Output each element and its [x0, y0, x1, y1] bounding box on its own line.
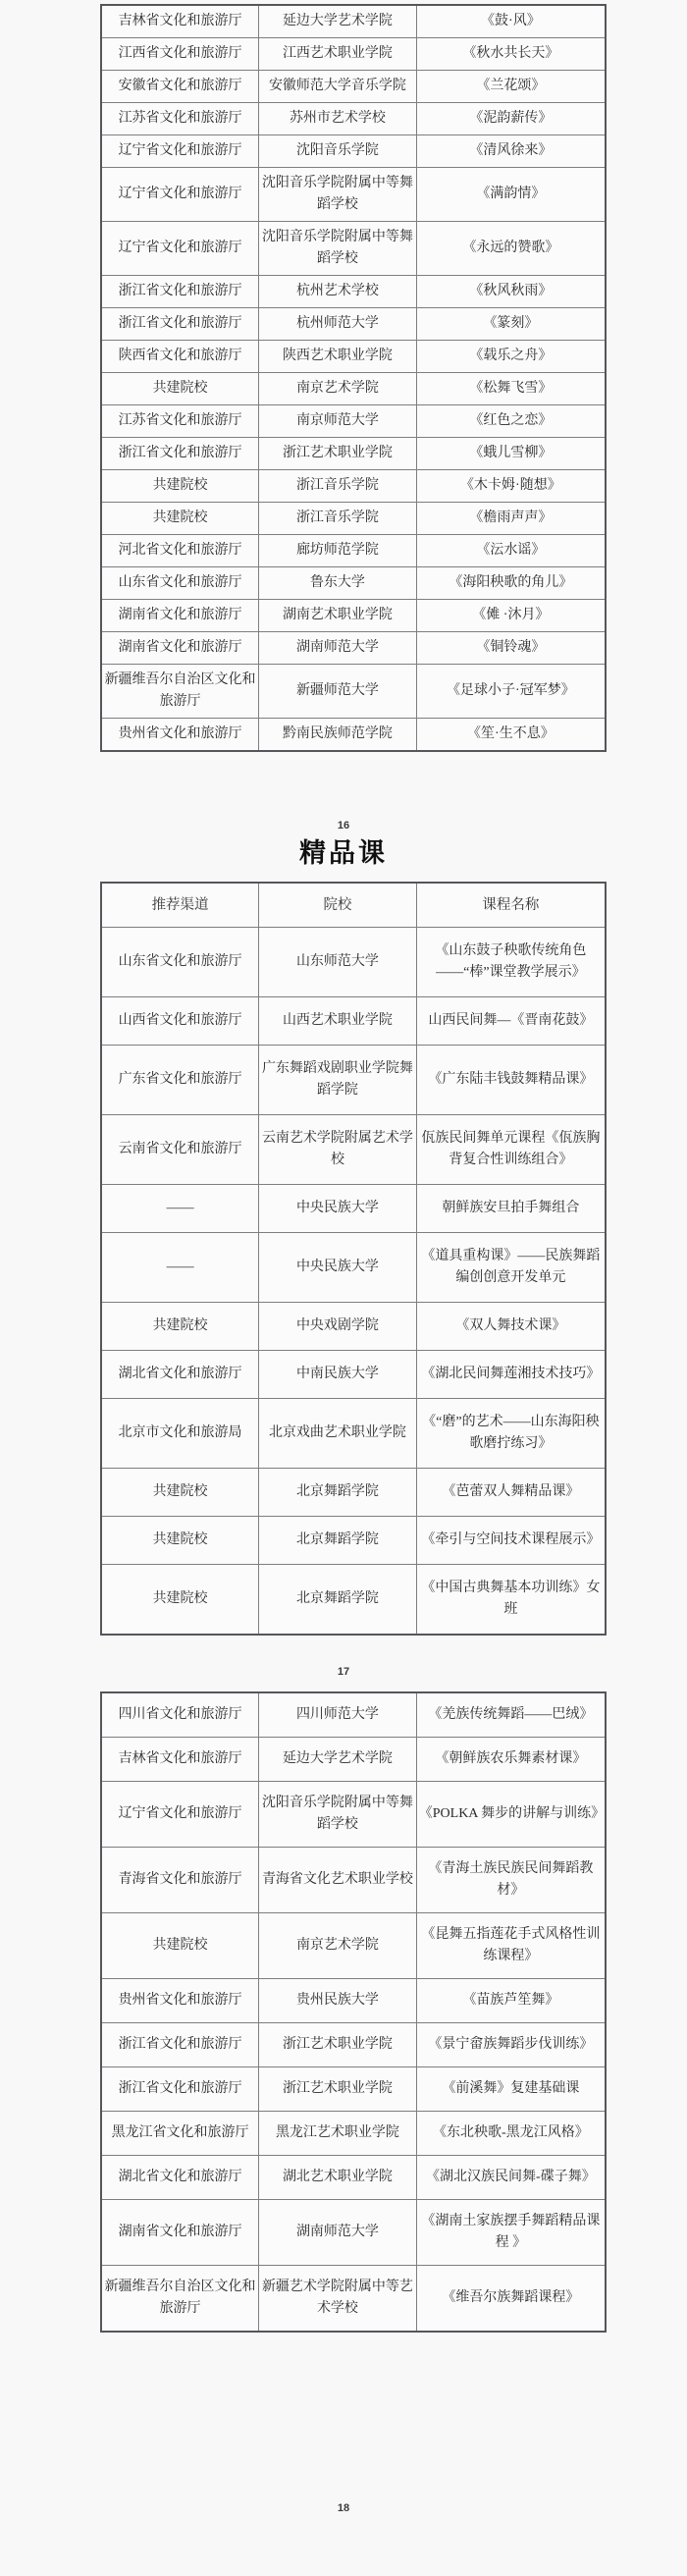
- cell-course: 《木卡姆·随想》: [416, 470, 606, 503]
- cell-institution: 浙江音乐学院: [259, 470, 417, 503]
- cell-institution: 黔南民族师范学院: [259, 719, 417, 752]
- table-row: [101, 1351, 606, 1399]
- table-row: [101, 1565, 606, 1636]
- cell-channel: 浙江省文化和旅游厅: [101, 2067, 259, 2112]
- cell-institution: 北京舞蹈学院: [259, 1565, 417, 1636]
- table-row: [101, 1185, 606, 1233]
- cell-channel: 山西省文化和旅游厅: [101, 997, 259, 1046]
- column-header: 课程名称: [416, 883, 606, 928]
- cell-institution: 杭州艺术学校: [259, 276, 417, 308]
- cell-channel: 共建院校: [101, 1517, 259, 1565]
- cell-institution: 中央民族大学: [259, 1185, 417, 1233]
- cell-course: 《湖北汉族民间舞-碟子舞》: [416, 2156, 606, 2200]
- table-row: [101, 438, 606, 470]
- cell-course: 《山东鼓子秧歌传统角色——“棒”课堂教学展示》: [416, 928, 606, 997]
- table-row: [101, 373, 606, 405]
- table-row: [101, 135, 606, 168]
- cell-course: 《湖北民间舞莲湘技术技巧》: [416, 1351, 606, 1399]
- cell-course: 《双人舞技术课》: [416, 1303, 606, 1351]
- cell-course: 《秋水共长天》: [416, 38, 606, 71]
- table-row: [101, 2023, 606, 2067]
- table-row: [101, 168, 606, 222]
- cell-channel: 河北省文化和旅游厅: [101, 535, 259, 567]
- table-row: [101, 341, 606, 373]
- cell-institution: 青海省文化艺术职业学校: [259, 1848, 417, 1913]
- table-row: [101, 405, 606, 438]
- table-row: [101, 1303, 606, 1351]
- cell-channel: ——: [101, 1233, 259, 1303]
- table-row: [101, 1399, 606, 1469]
- cell-course: 《广东陆丰钱鼓舞精品课》: [416, 1046, 606, 1115]
- cell-institution: 新疆艺术学院附属中等艺术学校: [259, 2266, 417, 2333]
- cell-course: 《维吾尔族舞蹈课程》: [416, 2266, 606, 2333]
- cell-institution: 浙江艺术职业学院: [259, 2023, 417, 2067]
- cell-channel: 吉林省文化和旅游厅: [101, 5, 259, 38]
- scanned-document-page: [0, 4, 687, 2576]
- cell-institution: 浙江音乐学院: [259, 503, 417, 535]
- cell-course: 《青海土族民族民间舞蹈教材》: [416, 1848, 606, 1913]
- cell-channel: 四川省文化和旅游厅: [101, 1692, 259, 1738]
- table-row: [101, 1848, 606, 1913]
- cell-institution: 中央民族大学: [259, 1233, 417, 1303]
- cell-institution: 苏州市艺术学校: [259, 103, 417, 135]
- cell-channel: ——: [101, 1185, 259, 1233]
- cell-course: 《铜铃魂》: [416, 632, 606, 665]
- cell-course: 《满韵情》: [416, 168, 606, 222]
- cell-channel: 湖南省文化和旅游厅: [101, 600, 259, 632]
- cell-channel: 山东省文化和旅游厅: [101, 567, 259, 600]
- cell-channel: 浙江省文化和旅游厅: [101, 276, 259, 308]
- table-row: [101, 632, 606, 665]
- column-header: 院校: [259, 883, 417, 928]
- cell-institution: 山西艺术职业学院: [259, 997, 417, 1046]
- cell-course: 《中国古典舞基本功训练》女班: [416, 1565, 606, 1636]
- cell-course: 《羌族传统舞蹈——巴绒》: [416, 1692, 606, 1738]
- table-row: [101, 38, 606, 71]
- cell-course: 《POLKA 舞步的讲解与训练》: [416, 1782, 606, 1848]
- column-header: 推荐渠道: [101, 883, 259, 928]
- table-row: [101, 2112, 606, 2156]
- table-row: [101, 665, 606, 719]
- cell-channel: 云南省文化和旅游厅: [101, 1115, 259, 1185]
- cell-institution: 沈阳音乐学院附属中等舞蹈学校: [259, 1782, 417, 1848]
- cell-course: 《前溪舞》复建基础课: [416, 2067, 606, 2112]
- cell-institution: 杭州师范大学: [259, 308, 417, 341]
- cell-channel: 安徽省文化和旅游厅: [101, 71, 259, 103]
- cell-channel: 湖北省文化和旅游厅: [101, 1351, 259, 1399]
- cell-course: 朝鲜族安旦拍手舞组合: [416, 1185, 606, 1233]
- cell-channel: 山东省文化和旅游厅: [101, 928, 259, 997]
- cell-course: 《笙·生不息》: [416, 719, 606, 752]
- cell-institution: 中央戏剧学院: [259, 1303, 417, 1351]
- table-row: [101, 308, 606, 341]
- table-row: [101, 1692, 606, 1738]
- table-row: [101, 1046, 606, 1115]
- table-row: [101, 2266, 606, 2333]
- cell-course: 《檐雨声声》: [416, 503, 606, 535]
- cell-channel: 浙江省文化和旅游厅: [101, 2023, 259, 2067]
- table-row: [101, 2156, 606, 2200]
- cell-institution: 延边大学艺术学院: [259, 5, 417, 38]
- table-row: [101, 2067, 606, 2112]
- cell-channel: 黑龙江省文化和旅游厅: [101, 2112, 259, 2156]
- cell-course: 《沄水谣》: [416, 535, 606, 567]
- cell-channel: 辽宁省文化和旅游厅: [101, 222, 259, 276]
- cell-course: 《朝鲜族农乐舞素材课》: [416, 1738, 606, 1782]
- table-row: [101, 1738, 606, 1782]
- cell-channel: 共建院校: [101, 503, 259, 535]
- cell-course: 《景宁畲族舞蹈步伐训练》: [416, 2023, 606, 2067]
- cell-institution: 延边大学艺术学院: [259, 1738, 417, 1782]
- table-row: [101, 2200, 606, 2266]
- cell-institution: 南京艺术学院: [259, 1913, 417, 1979]
- cell-course: 《载乐之舟》: [416, 341, 606, 373]
- table-row: [101, 503, 606, 535]
- header-row: [101, 883, 606, 928]
- cell-channel: 江苏省文化和旅游厅: [101, 103, 259, 135]
- cell-course: 《昆舞五指莲花手式风格性训练课程》: [416, 1913, 606, 1979]
- cell-channel: 共建院校: [101, 1565, 259, 1636]
- table-row: [101, 470, 606, 503]
- page-number-18: 18: [337, 2502, 350, 2514]
- cell-channel: 新疆维吾尔自治区文化和旅游厅: [101, 2266, 259, 2333]
- cell-institution: 廊坊师范学院: [259, 535, 417, 567]
- cell-channel: 青海省文化和旅游厅: [101, 1848, 259, 1913]
- cell-course: 《足球小子·冠军梦》: [416, 665, 606, 719]
- cell-institution: 陕西艺术职业学院: [259, 341, 417, 373]
- cell-institution: 贵州民族大学: [259, 1979, 417, 2023]
- cell-institution: 湖南师范大学: [259, 632, 417, 665]
- table-row: [101, 567, 606, 600]
- cell-channel: 共建院校: [101, 373, 259, 405]
- cell-channel: 浙江省文化和旅游厅: [101, 308, 259, 341]
- cell-course: 《牵引与空间技术课程展示》: [416, 1517, 606, 1565]
- cell-course: 《鼓·风》: [416, 5, 606, 38]
- cell-institution: 湖北艺术职业学院: [259, 2156, 417, 2200]
- cell-institution: 北京戏曲艺术职业学院: [259, 1399, 417, 1469]
- table-row: [101, 276, 606, 308]
- cell-institution: 广东舞蹈戏剧职业学院舞蹈学院: [259, 1046, 417, 1115]
- cell-institution: 黑龙江艺术职业学院: [259, 2112, 417, 2156]
- cell-channel: 陕西省文化和旅游厅: [101, 341, 259, 373]
- cell-institution: 江西艺术职业学院: [259, 38, 417, 71]
- cell-institution: 北京舞蹈学院: [259, 1517, 417, 1565]
- table-row: [101, 1782, 606, 1848]
- cell-course: 《秋风秋雨》: [416, 276, 606, 308]
- cell-course: 《泥韵薪传》: [416, 103, 606, 135]
- cell-course: 《篆刻》: [416, 308, 606, 341]
- cell-institution: 南京师范大学: [259, 405, 417, 438]
- cell-institution: 湖南艺术职业学院: [259, 600, 417, 632]
- table-row: [101, 1913, 606, 1979]
- table-row: [101, 1517, 606, 1565]
- cell-channel: 辽宁省文化和旅游厅: [101, 135, 259, 168]
- cell-course: 《“磨”的艺术——山东海阳秧歌磨拧练习》: [416, 1399, 606, 1469]
- table-row: [101, 1469, 606, 1517]
- section-title: 精品课: [299, 838, 388, 868]
- table-row: [101, 600, 606, 632]
- cell-course: 《清风徐来》: [416, 135, 606, 168]
- cell-institution: 山东师范大学: [259, 928, 417, 997]
- cell-course: 山西民间舞—《晋南花鼓》: [416, 997, 606, 1046]
- cell-institution: 沈阳音乐学院附属中等舞蹈学校: [259, 222, 417, 276]
- cell-institution: 沈阳音乐学院: [259, 135, 417, 168]
- premium-course-table: [100, 882, 607, 1636]
- table-row: [101, 1979, 606, 2023]
- cell-course: 《芭蕾双人舞精品课》: [416, 1469, 606, 1517]
- table-row: [101, 1115, 606, 1185]
- cell-institution: 中南民族大学: [259, 1351, 417, 1399]
- cell-institution: 四川师范大学: [259, 1692, 417, 1738]
- table-row: [101, 719, 606, 752]
- cell-channel: 湖北省文化和旅游厅: [101, 2156, 259, 2200]
- cell-channel: 江苏省文化和旅游厅: [101, 405, 259, 438]
- table-row: [101, 928, 606, 997]
- table-row: [101, 222, 606, 276]
- cell-channel: 北京市文化和旅游局: [101, 1399, 259, 1469]
- recommended-works-table-continued: [100, 4, 607, 752]
- cell-institution: 安徽师范大学音乐学院: [259, 71, 417, 103]
- cell-course: 《蛾儿雪柳》: [416, 438, 606, 470]
- page-number-17: 17: [337, 1666, 350, 1678]
- cell-institution: 新疆师范大学: [259, 665, 417, 719]
- cell-course: 《湖南土家族摆手舞蹈精品课程 》: [416, 2200, 606, 2266]
- cell-channel: 新疆维吾尔自治区文化和旅游厅: [101, 665, 259, 719]
- premium-course-table-continued: [100, 1691, 607, 2333]
- cell-institution: 浙江艺术职业学院: [259, 2067, 417, 2112]
- cell-channel: 湖南省文化和旅游厅: [101, 632, 259, 665]
- cell-channel: 贵州省文化和旅游厅: [101, 1979, 259, 2023]
- cell-channel: 浙江省文化和旅游厅: [101, 438, 259, 470]
- cell-channel: 共建院校: [101, 1469, 259, 1517]
- cell-channel: 江西省文化和旅游厅: [101, 38, 259, 71]
- cell-course: 《傩 ·沐月》: [416, 600, 606, 632]
- cell-course: 《东北秧歌-黑龙江风格》: [416, 2112, 606, 2156]
- table-row: [101, 103, 606, 135]
- cell-course: 《松舞飞雪》: [416, 373, 606, 405]
- table-row: [101, 71, 606, 103]
- cell-institution: 南京艺术学院: [259, 373, 417, 405]
- cell-institution: 云南艺术学院附属艺术学校: [259, 1115, 417, 1185]
- cell-channel: 共建院校: [101, 470, 259, 503]
- cell-institution: 沈阳音乐学院附属中等舞蹈学校: [259, 168, 417, 222]
- cell-channel: 贵州省文化和旅游厅: [101, 719, 259, 752]
- table-row: [101, 1233, 606, 1303]
- cell-channel: 辽宁省文化和旅游厅: [101, 168, 259, 222]
- cell-channel: 辽宁省文化和旅游厅: [101, 1782, 259, 1848]
- page-number-16: 16: [337, 820, 350, 832]
- cell-course: 《道具重构课》——民族舞蹈编创创意开发单元: [416, 1233, 606, 1303]
- cell-course: 《永远的赞歌》: [416, 222, 606, 276]
- table-row: [101, 535, 606, 567]
- cell-channel: 共建院校: [101, 1913, 259, 1979]
- cell-course: 《红色之恋》: [416, 405, 606, 438]
- cell-course: 《苗族芦笙舞》: [416, 1979, 606, 2023]
- cell-institution: 鲁东大学: [259, 567, 417, 600]
- cell-channel: 广东省文化和旅游厅: [101, 1046, 259, 1115]
- cell-institution: 北京舞蹈学院: [259, 1469, 417, 1517]
- cell-course: 《兰花颂》: [416, 71, 606, 103]
- table-row: [101, 997, 606, 1046]
- cell-course: 佤族民间舞单元课程《佤族胸背复合性训练组合》: [416, 1115, 606, 1185]
- cell-institution: 湖南师范大学: [259, 2200, 417, 2266]
- cell-channel: 共建院校: [101, 1303, 259, 1351]
- cell-course: 《海阳秧歌的角儿》: [416, 567, 606, 600]
- table-row: [101, 5, 606, 38]
- cell-channel: 吉林省文化和旅游厅: [101, 1738, 259, 1782]
- cell-channel: 湖南省文化和旅游厅: [101, 2200, 259, 2266]
- cell-institution: 浙江艺术职业学院: [259, 438, 417, 470]
